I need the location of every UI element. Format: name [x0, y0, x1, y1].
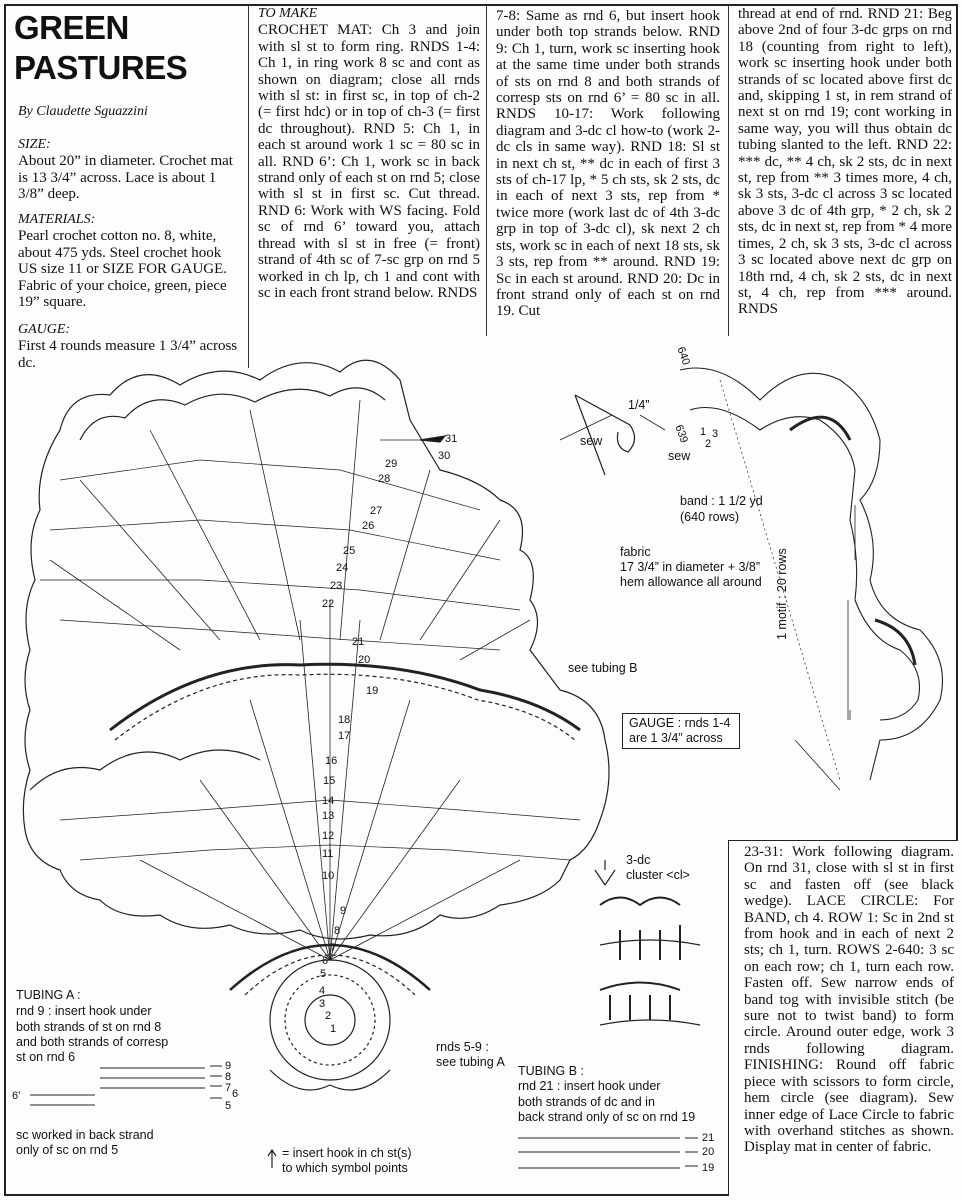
black-wedge	[420, 436, 445, 442]
gauge-text: First 4 rounds measure 1 3/4” across dc.	[18, 338, 238, 371]
tubing-b-row-20: 20	[702, 1146, 715, 1158]
gauge-heading: GAUGE:	[18, 322, 71, 337]
tubing-a-row-7: 7	[225, 1082, 232, 1094]
mat-inner-scallops	[80, 388, 385, 440]
insert-hook-note-2: to which symbol points	[282, 1161, 408, 1175]
tubing-a-line-1: rnd 9 : insert hook under	[16, 1004, 152, 1018]
inner-scallop-ring	[30, 750, 260, 790]
tubing-a-footnote-2: only of sc on rnd 5	[16, 1143, 119, 1157]
rnds-5-9-label: rnds 5-9 :	[436, 1040, 489, 1054]
rnd-label-30: 30	[438, 450, 451, 462]
rnd-label-15: 15	[323, 775, 336, 787]
tubing-a-line-3: and both strands of corresp	[16, 1035, 169, 1049]
stitch-crosshatch	[40, 460, 580, 860]
notes-text: 23-31: Work following diagram. On rnd 31, close with sl st in first sc and fasten off (see black wedge). LACE CIRCLE: For BAND, ch 4. ROW 1: Sc in 2nd st from hook and in each of next 2 sts; ch 1, turn. ROWS 2-640: 3 sc on each row; ch 1, turn each row. Fasten off. Sew narrow ends of band tog with invisible stitch (be sure not to twist band) to form circle. Around outer edge, work 3 rnds following diagram. FINISHING: Round off fabric piece with scissors to form circle, hem circle (see diagram). Sew inner edge of Lace Circle to fabric with overhand stitches as shown. Display mat in center of fabric.	[744, 844, 954, 1156]
hem-sew-label: sew	[580, 434, 603, 448]
rnd-label-12: 12	[322, 830, 335, 842]
tubing-a-row-8: 8	[225, 1071, 232, 1083]
column-2-text: CROCHET MAT: Ch 3 and join with sl st to form ring. RNDS 1-4: Ch 1, in ring work 8 sc and cont as shown on diagram; close all rnds with sl st: in first sc, in top of ch-2 (= first hdc) or in top of ch-3 (= first dc throughout). RND 5: Ch 1, in each st around work 1 sc = 80 sc in all. RND 6’: Ch 1, work sc in back strand only of each st on rnd 5; close with sl st in first sc. Cut thread. RND 6: Work with WS facing. Fold sc of rnd 6’ toward you, attach thread with sl st in free (= front) strand of 4th sc of 7-sc grp on rnd 5 worked in ch lp, ch 1 and cont with sc in each front strand below. RNDS	[258, 22, 480, 301]
tubing-b-line-2: both strands of dc and in	[518, 1095, 655, 1109]
rnd-label-31: 31	[445, 433, 458, 445]
stitch-lines	[50, 400, 530, 960]
gauge-note-line-2: are 1 3/4” across	[629, 731, 723, 745]
size-text: About 20” in diameter. Crochet mat is 13 3/4” across. Lace is about 1 3/8” deep.	[18, 153, 233, 202]
band-sew-label: sew	[668, 449, 691, 463]
materials-text: Pearl crochet cotton no. 8, white, about 475 yds. Steel crochet hook US size 11 or SIZE FOR GAUGE. Fabric of your choice, green, piece 19” square.	[18, 228, 228, 310]
insert-hook-symbol	[268, 1150, 276, 1168]
rnd-label-20: 20	[358, 654, 371, 666]
gauge-note-line-1: GAUGE : rnds 1-4	[629, 716, 731, 730]
materials-heading: MATERIALS:	[18, 212, 96, 227]
tubing-a-line-2: both strands of st on rnd 8	[16, 1020, 162, 1034]
fabric-diameter-label: 17 3/4” in diameter + 3/8”	[620, 560, 761, 574]
tubing-a-schematic	[30, 1066, 222, 1105]
see-tubing-b-label: see tubing B	[568, 661, 638, 675]
rnd-label-25: 25	[343, 545, 356, 557]
rnd-label-16: 16	[325, 755, 338, 767]
tubing-a-row-9: 9	[225, 1060, 232, 1072]
cluster-label-2: cluster <cl>	[626, 868, 690, 882]
band-length-label: band : 1 1/2 yd	[680, 494, 763, 508]
rnd-label-22: 22	[322, 598, 335, 610]
rnd-label-4: 4	[319, 985, 326, 997]
cluster-label-1: 3-dc	[626, 853, 651, 867]
motif-rows-label: 1 motif : 20 rows	[775, 548, 789, 640]
rnd-label-27: 27	[370, 505, 383, 517]
fabric-label: fabric	[620, 545, 651, 559]
rnd-label-11: 11	[322, 848, 334, 860]
rnd-label-8: 8	[334, 925, 341, 937]
tubing-a-footnote-1: sc worked in back strand	[16, 1128, 154, 1142]
rnd-label-29: 29	[385, 458, 398, 470]
rnd-label-24: 24	[336, 562, 349, 574]
tubing-b-row-19: 19	[702, 1162, 715, 1174]
row-1-label: 1	[700, 426, 707, 438]
rnd-label-23: 23	[330, 580, 343, 592]
size-heading: SIZE:	[18, 137, 51, 152]
rnd-label-28: 28	[378, 473, 391, 485]
tubing-a-title: TUBING A :	[16, 988, 81, 1002]
tubing-a-row-6: 6	[232, 1088, 239, 1100]
cluster-howto	[595, 860, 700, 1025]
hem-quarter-inch: 1/4”	[628, 398, 650, 412]
tubing-a-row-6-prime: 6’	[12, 1090, 21, 1102]
rnd-label-18: 18	[338, 714, 351, 726]
rnd-label-1: 1	[330, 1023, 337, 1035]
to-make-heading: TO MAKE	[258, 6, 318, 21]
rnd-label-7: 7	[330, 942, 337, 954]
row-639-label: 639	[672, 423, 690, 445]
column-3-text: 7-8: Same as rnd 6, but insert hook under both top strands below. RND 9: Ch 1, turn, work sc inserting hook at the same time under both strands of sts on rnd 8 and both strands of corresp sts on rnd 6’ = 80 sc in all. RNDS 10-17: Work following diagram and 3-dc cl how-to (work 2-dc cls in same way). RND 18: Sl st in next ch st, ** dc in each of first 3 sts of ch-17 lp, * 5 ch sts, sk 2 sts, dc in each of next 3 sts, rep from * twice more (work last dc of 4th 3-dc grp in top of 3-dc cl), sk next 2 ch sts, work sc in each of next 18 sts, sk 3 sts, rep from ** around. RND 19: Sc in each st around. RND 20: Dc in front strand only of each st on rnd 19. Cut	[496, 8, 720, 320]
rnd-label-19: 19	[366, 685, 379, 697]
band-rows-label: (640 rows)	[680, 510, 740, 524]
column-4-text: thread at end of rnd. RND 21: Beg above 2nd of four 3-dc grps on rnd 18 (counting from right to left), work sc inserting hook under both strands of sc located above first dc and, skipping 1 st, in rem strand of next st on rnd 19; cont working in same way, you will thus obtain dc tubing slanted to the left. RND 22: *** dc, ** 4 ch, sk 2 sts, dc in next st, rep from ** 3 times more, 4 ch, sk 3 sts, 3-dc cl across 3 sc located above 3 dc of 4th grp, * 2 ch, sk 2 sts, dc in next st, rep from * 4 more times, 2 ch, sk 3 sts, 3-dc cl across 3 sc located above next dc grp on 18th rnd, 4 ch, sk 2 sts, dc in next st, 4 ch, rep from *** around. RNDS	[738, 6, 952, 318]
tubing-b-line-1: rnd 21 : insert hook under	[518, 1079, 661, 1093]
rnd-label-3: 3	[319, 998, 326, 1010]
see-tubing-a-label: see tubing A	[436, 1055, 505, 1069]
row-640-label: 640	[674, 345, 692, 367]
rnd-label-10: 10	[322, 870, 335, 882]
rnd-label-14: 14	[322, 795, 335, 807]
tubing-a-line-4: st on rnd 6	[16, 1050, 76, 1064]
rnd-label-21: 21	[352, 636, 365, 648]
rnd-label-9: 9	[340, 905, 347, 917]
title-line-2: PASTURES	[14, 49, 188, 86]
title-line-1: GREEN	[14, 9, 129, 46]
row-3-label: 3	[712, 428, 719, 440]
rnd-label-17: 17	[338, 730, 351, 742]
fabric-hem-label: hem allowance all around	[620, 575, 762, 589]
tubing-b-line-3: back strand only of sc on rnd 19	[518, 1110, 696, 1124]
rnd-label-2: 2	[325, 1010, 332, 1022]
rnd-label-5: 5	[320, 968, 327, 980]
byline: By Claudette Sguazzini	[18, 104, 148, 119]
rnd-label-6: 6	[322, 955, 329, 967]
tubing-b-row-21: 21	[702, 1132, 715, 1144]
tubing-b-title: TUBING B :	[518, 1064, 584, 1078]
rnd-label-26: 26	[362, 520, 375, 532]
tubing-b-schematic	[518, 1138, 698, 1168]
rnd-label-13: 13	[322, 810, 335, 822]
mat-outer-scallops	[23, 360, 609, 939]
row-2-label: 2	[705, 438, 712, 450]
gauge-note-box	[622, 713, 740, 749]
tubing-a-row-5: 5	[225, 1100, 232, 1112]
insert-hook-note-1: = insert hook in ch st(s)	[282, 1146, 412, 1160]
